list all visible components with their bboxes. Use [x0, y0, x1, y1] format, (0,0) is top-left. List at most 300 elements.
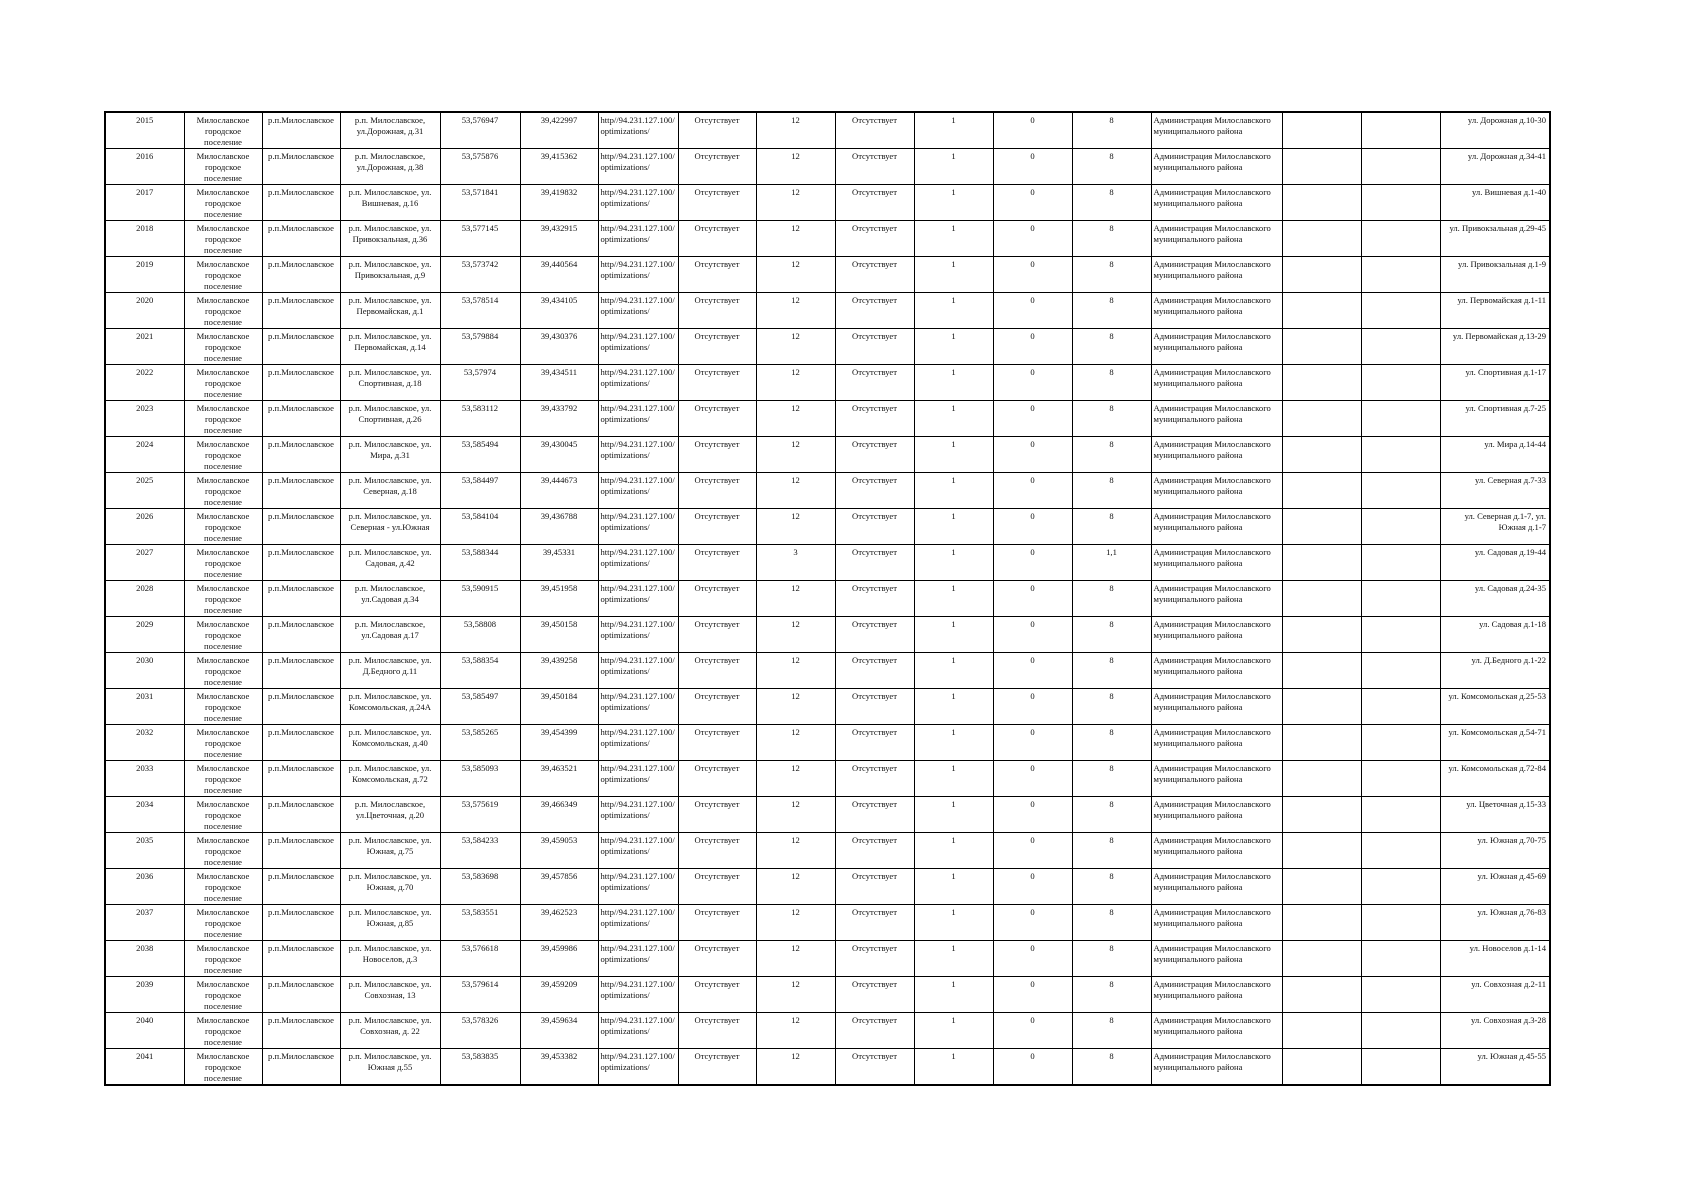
settlement-cell: Милославское городское поселение — [184, 401, 262, 437]
longitude-cell: 39,450158 — [520, 617, 598, 653]
latitude-cell: 53,577145 — [440, 221, 520, 257]
status-cell-2: Отсутствует — [835, 329, 914, 365]
row-id-cell: 2018 — [105, 221, 184, 257]
status-cell-2: Отсутствует — [835, 869, 914, 905]
value-cell-1: 1 — [914, 473, 993, 509]
latitude-cell: 53,584497 — [440, 473, 520, 509]
table-row — [105, 185, 1550, 221]
latitude-cell: 53,579614 — [440, 977, 520, 1013]
status-cell: Отсутствует — [678, 797, 756, 833]
status-cell-2: Отсутствует — [835, 437, 914, 473]
link-cell: http//94.231.127.100/optimizations/ — [598, 941, 678, 977]
status-cell-2: Отсутствует — [835, 221, 914, 257]
status-cell: Отсутствует — [678, 473, 756, 509]
empty-cell — [1282, 365, 1361, 401]
longitude-cell: 39,466349 — [520, 797, 598, 833]
served-addresses-cell: ул. Садовая д.1-18 — [1440, 617, 1550, 653]
locality-cell: р.п.Милославское — [262, 257, 340, 293]
value-cell-2: 0 — [993, 797, 1072, 833]
owner-cell: Администрация Милославского муниципального района — [1151, 833, 1282, 869]
count-cell: 12 — [756, 293, 835, 329]
link-cell: http//94.231.127.100/optimizations/ — [598, 905, 678, 941]
row-id-cell: 2021 — [105, 329, 184, 365]
count-cell: 12 — [756, 833, 835, 869]
value-cell-1: 1 — [914, 112, 993, 149]
value-cell-2: 0 — [993, 581, 1072, 617]
empty-cell — [1282, 689, 1361, 725]
latitude-cell: 53,576947 — [440, 112, 520, 149]
longitude-cell: 39,439258 — [520, 653, 598, 689]
count-cell: 12 — [756, 112, 835, 149]
table-row — [105, 473, 1550, 509]
settlement-cell: Милославское городское поселение — [184, 185, 262, 221]
status-cell: Отсутствует — [678, 869, 756, 905]
settlement-cell: Милославское городское поселение — [184, 977, 262, 1013]
status-cell-2: Отсутствует — [835, 401, 914, 437]
owner-cell: Администрация Милославского муниципального района — [1151, 797, 1282, 833]
locality-cell: р.п.Милославское — [262, 653, 340, 689]
table-row — [105, 833, 1550, 869]
status-cell: Отсутствует — [678, 149, 756, 185]
count-cell: 12 — [756, 869, 835, 905]
value-cell-3: 8 — [1072, 725, 1151, 761]
status-cell: Отсутствует — [678, 329, 756, 365]
latitude-cell: 53,573742 — [440, 257, 520, 293]
count-cell: 12 — [756, 437, 835, 473]
address-cell: р.п. Милославское, ул. Первомайская, д.14 — [340, 329, 440, 365]
status-cell: Отсутствует — [678, 725, 756, 761]
status-cell: Отсутствует — [678, 833, 756, 869]
value-cell-3: 8 — [1072, 797, 1151, 833]
settlement-cell: Милославское городское поселение — [184, 761, 262, 797]
status-cell-2: Отсутствует — [835, 509, 914, 545]
locality-cell: р.п.Милославское — [262, 545, 340, 581]
status-cell-2: Отсутствует — [835, 257, 914, 293]
longitude-cell: 39,463521 — [520, 761, 598, 797]
table-row — [105, 365, 1550, 401]
table-body — [105, 112, 1550, 1085]
value-cell-2: 0 — [993, 112, 1072, 149]
owner-cell: Администрация Милославского муниципального района — [1151, 509, 1282, 545]
value-cell-3: 8 — [1072, 905, 1151, 941]
address-cell: р.п. Милославское, ул. Мира, д.31 — [340, 437, 440, 473]
locality-cell: р.п.Милославское — [262, 509, 340, 545]
table-row — [105, 797, 1550, 833]
locality-cell: р.п.Милославское — [262, 581, 340, 617]
status-cell: Отсутствует — [678, 1049, 756, 1086]
longitude-cell: 39,434105 — [520, 293, 598, 329]
longitude-cell: 39,45331 — [520, 545, 598, 581]
address-cell: р.п. Милославское, ул. Южная д.55 — [340, 1049, 440, 1086]
served-addresses-cell: ул. Вишневая д.1-40 — [1440, 185, 1550, 221]
settlement-cell: Милославское городское поселение — [184, 797, 262, 833]
served-addresses-cell: ул. Комсомольская д.72-84 — [1440, 761, 1550, 797]
longitude-cell: 39,450184 — [520, 689, 598, 725]
link-cell: http//94.231.127.100/optimizations/ — [598, 401, 678, 437]
value-cell-3: 8 — [1072, 293, 1151, 329]
served-addresses-cell: ул. Первомайская д.13-29 — [1440, 329, 1550, 365]
longitude-cell: 39,459986 — [520, 941, 598, 977]
count-cell: 12 — [756, 401, 835, 437]
link-cell: http//94.231.127.100/optimizations/ — [598, 473, 678, 509]
table-row — [105, 581, 1550, 617]
empty-cell — [1282, 257, 1361, 293]
value-cell-3: 8 — [1072, 581, 1151, 617]
value-cell-2: 0 — [993, 509, 1072, 545]
status-cell: Отсутствует — [678, 653, 756, 689]
status-cell-2: Отсутствует — [835, 185, 914, 221]
served-addresses-cell: ул. Первомайская д.1-11 — [1440, 293, 1550, 329]
empty-cell — [1361, 581, 1440, 617]
served-addresses-cell: ул. Садовая д.19-44 — [1440, 545, 1550, 581]
value-cell-2: 0 — [993, 149, 1072, 185]
status-cell: Отсутствует — [678, 689, 756, 725]
row-id-cell: 2027 — [105, 545, 184, 581]
value-cell-2: 0 — [993, 257, 1072, 293]
owner-cell: Администрация Милославского муниципального района — [1151, 1013, 1282, 1049]
latitude-cell: 53,585497 — [440, 689, 520, 725]
address-cell: р.п. Милославское, ул. Южная, д.70 — [340, 869, 440, 905]
locality-cell: р.п.Милославское — [262, 293, 340, 329]
longitude-cell: 39,459634 — [520, 1013, 598, 1049]
status-cell-2: Отсутствует — [835, 725, 914, 761]
longitude-cell: 39,451958 — [520, 581, 598, 617]
value-cell-2: 0 — [993, 437, 1072, 473]
longitude-cell: 39,436788 — [520, 509, 598, 545]
value-cell-2: 0 — [993, 401, 1072, 437]
longitude-cell: 39,453382 — [520, 1049, 598, 1086]
locality-cell: р.п.Милославское — [262, 473, 340, 509]
longitude-cell: 39,459053 — [520, 833, 598, 869]
locality-cell: р.п.Милославское — [262, 112, 340, 149]
value-cell-3: 8 — [1072, 329, 1151, 365]
empty-cell — [1282, 1049, 1361, 1086]
status-cell-2: Отсутствует — [835, 797, 914, 833]
row-id-cell: 2020 — [105, 293, 184, 329]
longitude-cell: 39,434511 — [520, 365, 598, 401]
value-cell-3: 8 — [1072, 1049, 1151, 1086]
value-cell-3: 8 — [1072, 401, 1151, 437]
longitude-cell: 39,415362 — [520, 149, 598, 185]
table-row — [105, 905, 1550, 941]
locality-cell: р.п.Милославское — [262, 725, 340, 761]
latitude-cell: 53,585265 — [440, 725, 520, 761]
owner-cell: Администрация Милославского муниципального района — [1151, 329, 1282, 365]
latitude-cell: 53,57974 — [440, 365, 520, 401]
link-cell: http//94.231.127.100/optimizations/ — [598, 221, 678, 257]
empty-cell — [1282, 797, 1361, 833]
empty-cell — [1282, 905, 1361, 941]
value-cell-1: 1 — [914, 941, 993, 977]
empty-cell — [1282, 1013, 1361, 1049]
count-cell: 12 — [756, 329, 835, 365]
table-row — [105, 761, 1550, 797]
count-cell: 12 — [756, 221, 835, 257]
empty-cell — [1361, 833, 1440, 869]
latitude-cell: 53,576618 — [440, 941, 520, 977]
row-id-cell: 2039 — [105, 977, 184, 1013]
empty-cell — [1282, 437, 1361, 473]
empty-cell — [1361, 329, 1440, 365]
latitude-cell: 53,583551 — [440, 905, 520, 941]
status-cell: Отсутствует — [678, 437, 756, 473]
value-cell-2: 0 — [993, 365, 1072, 401]
owner-cell: Администрация Милославского муниципального района — [1151, 221, 1282, 257]
empty-cell — [1282, 653, 1361, 689]
status-cell-2: Отсутствует — [835, 761, 914, 797]
empty-cell — [1282, 185, 1361, 221]
empty-cell — [1361, 365, 1440, 401]
value-cell-1: 1 — [914, 257, 993, 293]
count-cell: 12 — [756, 581, 835, 617]
value-cell-2: 0 — [993, 905, 1072, 941]
latitude-cell: 53,575876 — [440, 149, 520, 185]
longitude-cell: 39,433792 — [520, 401, 598, 437]
address-cell: р.п. Милославское, ул. Комсомольская, д.40 — [340, 725, 440, 761]
owner-cell: Администрация Милославского муниципального района — [1151, 581, 1282, 617]
empty-cell — [1282, 401, 1361, 437]
empty-cell — [1361, 293, 1440, 329]
address-cell: р.п. Милославское, ул.Садовая д.17 — [340, 617, 440, 653]
empty-cell — [1361, 1013, 1440, 1049]
link-cell: http//94.231.127.100/optimizations/ — [598, 365, 678, 401]
address-cell: р.п. Милославское, ул.Дорожная, д.31 — [340, 112, 440, 149]
status-cell: Отсутствует — [678, 293, 756, 329]
count-cell: 12 — [756, 905, 835, 941]
value-cell-1: 1 — [914, 329, 993, 365]
status-cell: Отсутствует — [678, 977, 756, 1013]
longitude-cell: 39,462523 — [520, 905, 598, 941]
count-cell: 12 — [756, 185, 835, 221]
count-cell: 12 — [756, 761, 835, 797]
empty-cell — [1361, 473, 1440, 509]
status-cell-2: Отсутствует — [835, 545, 914, 581]
settlement-cell: Милославское городское поселение — [184, 689, 262, 725]
table-row — [105, 725, 1550, 761]
table-row — [105, 221, 1550, 257]
owner-cell: Администрация Милославского муниципального района — [1151, 149, 1282, 185]
served-addresses-cell: ул. Южная д.45-55 — [1440, 1049, 1550, 1086]
row-id-cell: 2019 — [105, 257, 184, 293]
settlement-cell: Милославское городское поселение — [184, 1049, 262, 1086]
empty-cell — [1361, 797, 1440, 833]
link-cell: http//94.231.127.100/optimizations/ — [598, 149, 678, 185]
status-cell: Отсутствует — [678, 112, 756, 149]
owner-cell: Администрация Милославского муниципального района — [1151, 545, 1282, 581]
settlement-cell: Милославское городское поселение — [184, 437, 262, 473]
address-cell: р.п. Милославское, ул. Спортивная, д.18 — [340, 365, 440, 401]
table-row — [105, 977, 1550, 1013]
latitude-cell: 53,571841 — [440, 185, 520, 221]
latitude-cell: 53,583835 — [440, 1049, 520, 1086]
longitude-cell: 39,430045 — [520, 437, 598, 473]
settlement-cell: Милославское городское поселение — [184, 581, 262, 617]
count-cell: 12 — [756, 1013, 835, 1049]
table-row — [105, 941, 1550, 977]
address-cell: р.п. Милославское, ул. Комсомольская, д.24А — [340, 689, 440, 725]
value-cell-1: 1 — [914, 797, 993, 833]
row-id-cell: 2022 — [105, 365, 184, 401]
locality-cell: р.п.Милославское — [262, 977, 340, 1013]
count-cell: 12 — [756, 149, 835, 185]
settlement-cell: Милославское городское поселение — [184, 293, 262, 329]
value-cell-2: 0 — [993, 941, 1072, 977]
value-cell-3: 8 — [1072, 509, 1151, 545]
empty-cell — [1361, 689, 1440, 725]
owner-cell: Администрация Милославского муниципального района — [1151, 185, 1282, 221]
owner-cell: Администрация Милославского муниципального района — [1151, 257, 1282, 293]
owner-cell: Администрация Милославского муниципального района — [1151, 1049, 1282, 1086]
settlement-cell: Милославское городское поселение — [184, 941, 262, 977]
value-cell-3: 8 — [1072, 689, 1151, 725]
row-id-cell: 2023 — [105, 401, 184, 437]
value-cell-3: 8 — [1072, 473, 1151, 509]
link-cell: http//94.231.127.100/optimizations/ — [598, 653, 678, 689]
served-addresses-cell: ул. Совхозная д.2-11 — [1440, 977, 1550, 1013]
link-cell: http//94.231.127.100/optimizations/ — [598, 761, 678, 797]
count-cell: 12 — [756, 473, 835, 509]
value-cell-2: 0 — [993, 185, 1072, 221]
owner-cell: Администрация Милославского муниципального района — [1151, 112, 1282, 149]
empty-cell — [1282, 581, 1361, 617]
locality-cell: р.п.Милославское — [262, 941, 340, 977]
address-cell: р.п. Милославское, ул. Садовая, д.42 — [340, 545, 440, 581]
value-cell-1: 1 — [914, 509, 993, 545]
owner-cell: Администрация Милославского муниципального района — [1151, 941, 1282, 977]
value-cell-2: 0 — [993, 689, 1072, 725]
table-row — [105, 329, 1550, 365]
row-id-cell: 2029 — [105, 617, 184, 653]
table-row — [105, 653, 1550, 689]
count-cell: 12 — [756, 941, 835, 977]
value-cell-2: 0 — [993, 1049, 1072, 1086]
status-cell-2: Отсутствует — [835, 977, 914, 1013]
latitude-cell: 53,583112 — [440, 401, 520, 437]
status-cell: Отсутствует — [678, 185, 756, 221]
address-cell: р.п. Милославское, ул. Южная, д.75 — [340, 833, 440, 869]
empty-cell — [1361, 185, 1440, 221]
settlement-cell: Милославское городское поселение — [184, 257, 262, 293]
table-row — [105, 509, 1550, 545]
status-cell-2: Отсутствует — [835, 653, 914, 689]
row-id-cell: 2025 — [105, 473, 184, 509]
locality-cell: р.п.Милославское — [262, 905, 340, 941]
link-cell: http//94.231.127.100/optimizations/ — [598, 581, 678, 617]
longitude-cell: 39,444673 — [520, 473, 598, 509]
locality-cell: р.п.Милославское — [262, 365, 340, 401]
count-cell: 12 — [756, 1049, 835, 1086]
owner-cell: Администрация Милославского муниципального района — [1151, 761, 1282, 797]
value-cell-1: 1 — [914, 689, 993, 725]
value-cell-1: 1 — [914, 761, 993, 797]
settlement-cell: Милославское городское поселение — [184, 617, 262, 653]
table-row — [105, 149, 1550, 185]
link-cell: http//94.231.127.100/optimizations/ — [598, 437, 678, 473]
empty-cell — [1282, 725, 1361, 761]
served-addresses-cell: ул. Новоселов д.1-14 — [1440, 941, 1550, 977]
row-id-cell: 2016 — [105, 149, 184, 185]
count-cell: 3 — [756, 545, 835, 581]
row-id-cell: 2030 — [105, 653, 184, 689]
link-cell: http//94.231.127.100/optimizations/ — [598, 1013, 678, 1049]
row-id-cell: 2026 — [105, 509, 184, 545]
status-cell-2: Отсутствует — [835, 473, 914, 509]
status-cell-2: Отсутствует — [835, 1049, 914, 1086]
latitude-cell: 53,585494 — [440, 437, 520, 473]
table-row — [105, 401, 1550, 437]
address-cell: р.п. Милославское, ул. Д.Бедного д.11 — [340, 653, 440, 689]
row-id-cell: 2015 — [105, 112, 184, 149]
count-cell: 12 — [756, 509, 835, 545]
value-cell-3: 1,1 — [1072, 545, 1151, 581]
locality-cell: р.п.Милославское — [262, 689, 340, 725]
row-id-cell: 2038 — [105, 941, 184, 977]
empty-cell — [1361, 509, 1440, 545]
count-cell: 12 — [756, 617, 835, 653]
empty-cell — [1282, 617, 1361, 653]
empty-cell — [1361, 149, 1440, 185]
served-addresses-cell: ул. Северная д.7-33 — [1440, 473, 1550, 509]
value-cell-3: 8 — [1072, 977, 1151, 1013]
value-cell-2: 0 — [993, 869, 1072, 905]
value-cell-3: 8 — [1072, 112, 1151, 149]
address-cell: р.п. Милославское, ул. Привокзальная, д.36 — [340, 221, 440, 257]
latitude-cell: 53,584233 — [440, 833, 520, 869]
empty-cell — [1282, 509, 1361, 545]
row-id-cell: 2041 — [105, 1049, 184, 1086]
value-cell-1: 1 — [914, 365, 993, 401]
empty-cell — [1361, 941, 1440, 977]
value-cell-2: 0 — [993, 653, 1072, 689]
served-addresses-cell: ул. Южная д.45-69 — [1440, 869, 1550, 905]
settlement-cell: Милославское городское поселение — [184, 112, 262, 149]
value-cell-3: 8 — [1072, 185, 1151, 221]
served-addresses-cell: ул. Садовая д.24-35 — [1440, 581, 1550, 617]
empty-cell — [1361, 761, 1440, 797]
longitude-cell: 39,440564 — [520, 257, 598, 293]
address-cell: р.п. Милославское, ул. Спортивная, д.26 — [340, 401, 440, 437]
status-cell: Отсутствует — [678, 617, 756, 653]
value-cell-1: 1 — [914, 221, 993, 257]
table-row — [105, 437, 1550, 473]
link-cell: http//94.231.127.100/optimizations/ — [598, 545, 678, 581]
value-cell-3: 8 — [1072, 257, 1151, 293]
value-cell-2: 0 — [993, 761, 1072, 797]
table-row — [105, 617, 1550, 653]
row-id-cell: 2028 — [105, 581, 184, 617]
value-cell-1: 1 — [914, 617, 993, 653]
count-cell: 12 — [756, 725, 835, 761]
address-cell: р.п. Милославское, ул. Совхозная, д. 22 — [340, 1013, 440, 1049]
value-cell-1: 1 — [914, 977, 993, 1013]
empty-cell — [1361, 653, 1440, 689]
value-cell-2: 0 — [993, 293, 1072, 329]
locality-cell: р.п.Милославское — [262, 797, 340, 833]
value-cell-1: 1 — [914, 869, 993, 905]
status-cell-2: Отсутствует — [835, 1013, 914, 1049]
registry-table — [104, 111, 1551, 1086]
status-cell: Отсутствует — [678, 1013, 756, 1049]
value-cell-1: 1 — [914, 545, 993, 581]
row-id-cell: 2036 — [105, 869, 184, 905]
value-cell-3: 8 — [1072, 761, 1151, 797]
owner-cell: Администрация Милославского муниципального района — [1151, 473, 1282, 509]
empty-cell — [1361, 977, 1440, 1013]
settlement-cell: Милославское городское поселение — [184, 473, 262, 509]
status-cell: Отсутствует — [678, 941, 756, 977]
empty-cell — [1361, 617, 1440, 653]
link-cell: http//94.231.127.100/optimizations/ — [598, 1049, 678, 1086]
